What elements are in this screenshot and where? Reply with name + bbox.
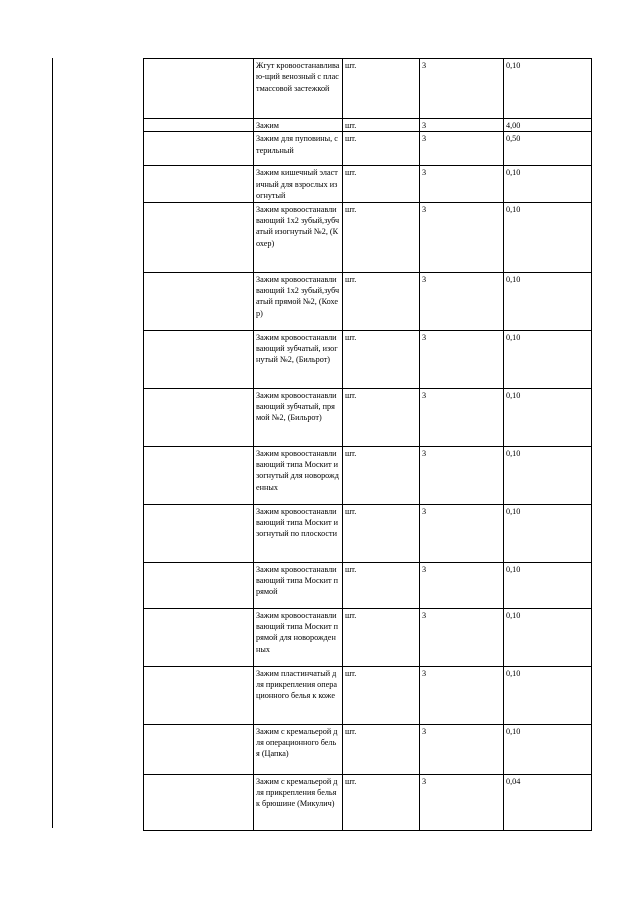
item-unit-cell: шт. bbox=[343, 59, 420, 119]
item-price-cell: 0,10 bbox=[504, 562, 592, 608]
item-price-cell: 0,10 bbox=[504, 504, 592, 562]
row-blank-cell bbox=[144, 388, 254, 446]
item-name-cell: Зажим кровоостанавливающий 1х2 зубый,зубчатый прямой №2, (Кохер) bbox=[254, 272, 343, 330]
item-price-cell: 0,10 bbox=[504, 666, 592, 724]
table-row bbox=[144, 272, 592, 330]
item-name-cell: Зажим bbox=[254, 119, 343, 132]
row-blank-cell bbox=[144, 504, 254, 562]
row-blank-cell bbox=[144, 446, 254, 504]
item-unit-cell: шт. bbox=[343, 132, 420, 166]
item-name-cell: Зажим кровоостанавливающий типа Москит прямой bbox=[254, 562, 343, 608]
item-name-cell: Зажим кровоостанавливающий типа Москит изогнутый для новорожденных bbox=[254, 446, 343, 504]
item-qty-cell: 3 bbox=[420, 562, 504, 608]
row-blank-cell bbox=[144, 166, 254, 202]
item-qty-cell: 3 bbox=[420, 272, 504, 330]
item-name-cell: Зажим для пуповины, стерильный bbox=[254, 132, 343, 166]
table-row bbox=[144, 666, 592, 724]
item-unit-cell: шт. bbox=[343, 724, 420, 774]
table-row bbox=[144, 724, 592, 774]
item-unit-cell: шт. bbox=[343, 119, 420, 132]
item-name-cell: Жгут кровоостанавливаю-щий венозный с пластмассовой застежкой bbox=[254, 59, 343, 119]
item-price-cell: 0,04 bbox=[504, 774, 592, 830]
item-qty-cell: 3 bbox=[420, 119, 504, 132]
row-blank-cell bbox=[144, 202, 254, 272]
item-unit-cell: шт. bbox=[343, 504, 420, 562]
item-qty-cell: 3 bbox=[420, 132, 504, 166]
row-blank-cell bbox=[144, 272, 254, 330]
row-blank-cell bbox=[144, 330, 254, 388]
table-row bbox=[144, 504, 592, 562]
item-name-cell: Зажим кровоостанавливающий типа Москит изогнутый по плоскости bbox=[254, 504, 343, 562]
item-unit-cell: шт. bbox=[343, 272, 420, 330]
item-price-cell: 0,50 bbox=[504, 132, 592, 166]
row-blank-cell bbox=[144, 724, 254, 774]
table-row bbox=[144, 166, 592, 202]
left-border-line bbox=[52, 58, 53, 828]
item-qty-cell: 3 bbox=[420, 446, 504, 504]
item-qty-cell: 3 bbox=[420, 724, 504, 774]
table-row bbox=[144, 562, 592, 608]
row-blank-cell bbox=[144, 59, 254, 119]
item-name-cell: Зажим кровоостанавливающий 1х2 зубый,зубчатый изогнутый №2, (Кохер) bbox=[254, 202, 343, 272]
item-name-cell: Зажим кровоостанавливающий зубчатый, изогнутый №2, (Бильрот) bbox=[254, 330, 343, 388]
item-unit-cell: шт. bbox=[343, 166, 420, 202]
item-qty-cell: 3 bbox=[420, 666, 504, 724]
item-qty-cell: 3 bbox=[420, 166, 504, 202]
item-price-cell: 0,10 bbox=[504, 166, 592, 202]
item-price-cell: 0,10 bbox=[504, 330, 592, 388]
item-price-cell: 0,10 bbox=[504, 202, 592, 272]
item-name-cell: Зажим кровоостанавливающий типа Москит прямой для новорожденных bbox=[254, 608, 343, 666]
item-name-cell: Зажим с кремальерой для операционного белья (Цапка) bbox=[254, 724, 343, 774]
item-price-cell: 0,10 bbox=[504, 608, 592, 666]
table-row bbox=[144, 774, 592, 830]
item-unit-cell: шт. bbox=[343, 562, 420, 608]
table-row bbox=[144, 608, 592, 666]
row-blank-cell bbox=[144, 774, 254, 830]
table-row bbox=[144, 132, 592, 166]
table-row bbox=[144, 59, 592, 119]
item-name-cell: Зажим кишечный эластичный для взрослых изогнутый bbox=[254, 166, 343, 202]
item-price-cell: 0,10 bbox=[504, 446, 592, 504]
item-qty-cell: 3 bbox=[420, 59, 504, 119]
items-table bbox=[143, 58, 592, 831]
row-blank-cell bbox=[144, 132, 254, 166]
item-name-cell: Зажим кровоостанавливающий зубчатый, прямой №2, (Бильрот) bbox=[254, 388, 343, 446]
table-row bbox=[144, 119, 592, 132]
items-table-body bbox=[144, 59, 592, 831]
item-price-cell: 0,10 bbox=[504, 59, 592, 119]
item-qty-cell: 3 bbox=[420, 504, 504, 562]
row-blank-cell bbox=[144, 562, 254, 608]
item-qty-cell: 3 bbox=[420, 774, 504, 830]
item-unit-cell: шт. bbox=[343, 446, 420, 504]
item-qty-cell: 3 bbox=[420, 388, 504, 446]
table-row bbox=[144, 388, 592, 446]
item-qty-cell: 3 bbox=[420, 330, 504, 388]
table-row bbox=[144, 330, 592, 388]
item-qty-cell: 3 bbox=[420, 202, 504, 272]
row-blank-cell bbox=[144, 119, 254, 132]
table-row bbox=[144, 202, 592, 272]
item-price-cell: 4,00 bbox=[504, 119, 592, 132]
item-price-cell: 0,10 bbox=[504, 388, 592, 446]
item-name-cell: Зажим с кремальерой для прикрепления белья к брюшине (Микулич) bbox=[254, 774, 343, 830]
item-unit-cell: шт. bbox=[343, 666, 420, 724]
row-blank-cell bbox=[144, 666, 254, 724]
item-name-cell: Зажим пластинчатый для прикрепления операционного белья к коже bbox=[254, 666, 343, 724]
row-blank-cell bbox=[144, 608, 254, 666]
item-unit-cell: шт. bbox=[343, 608, 420, 666]
item-unit-cell: шт. bbox=[343, 388, 420, 446]
item-price-cell: 0,10 bbox=[504, 724, 592, 774]
item-unit-cell: шт. bbox=[343, 774, 420, 830]
table-row bbox=[144, 446, 592, 504]
item-unit-cell: шт. bbox=[343, 202, 420, 272]
item-qty-cell: 3 bbox=[420, 608, 504, 666]
item-price-cell: 0,10 bbox=[504, 272, 592, 330]
item-unit-cell: шт. bbox=[343, 330, 420, 388]
